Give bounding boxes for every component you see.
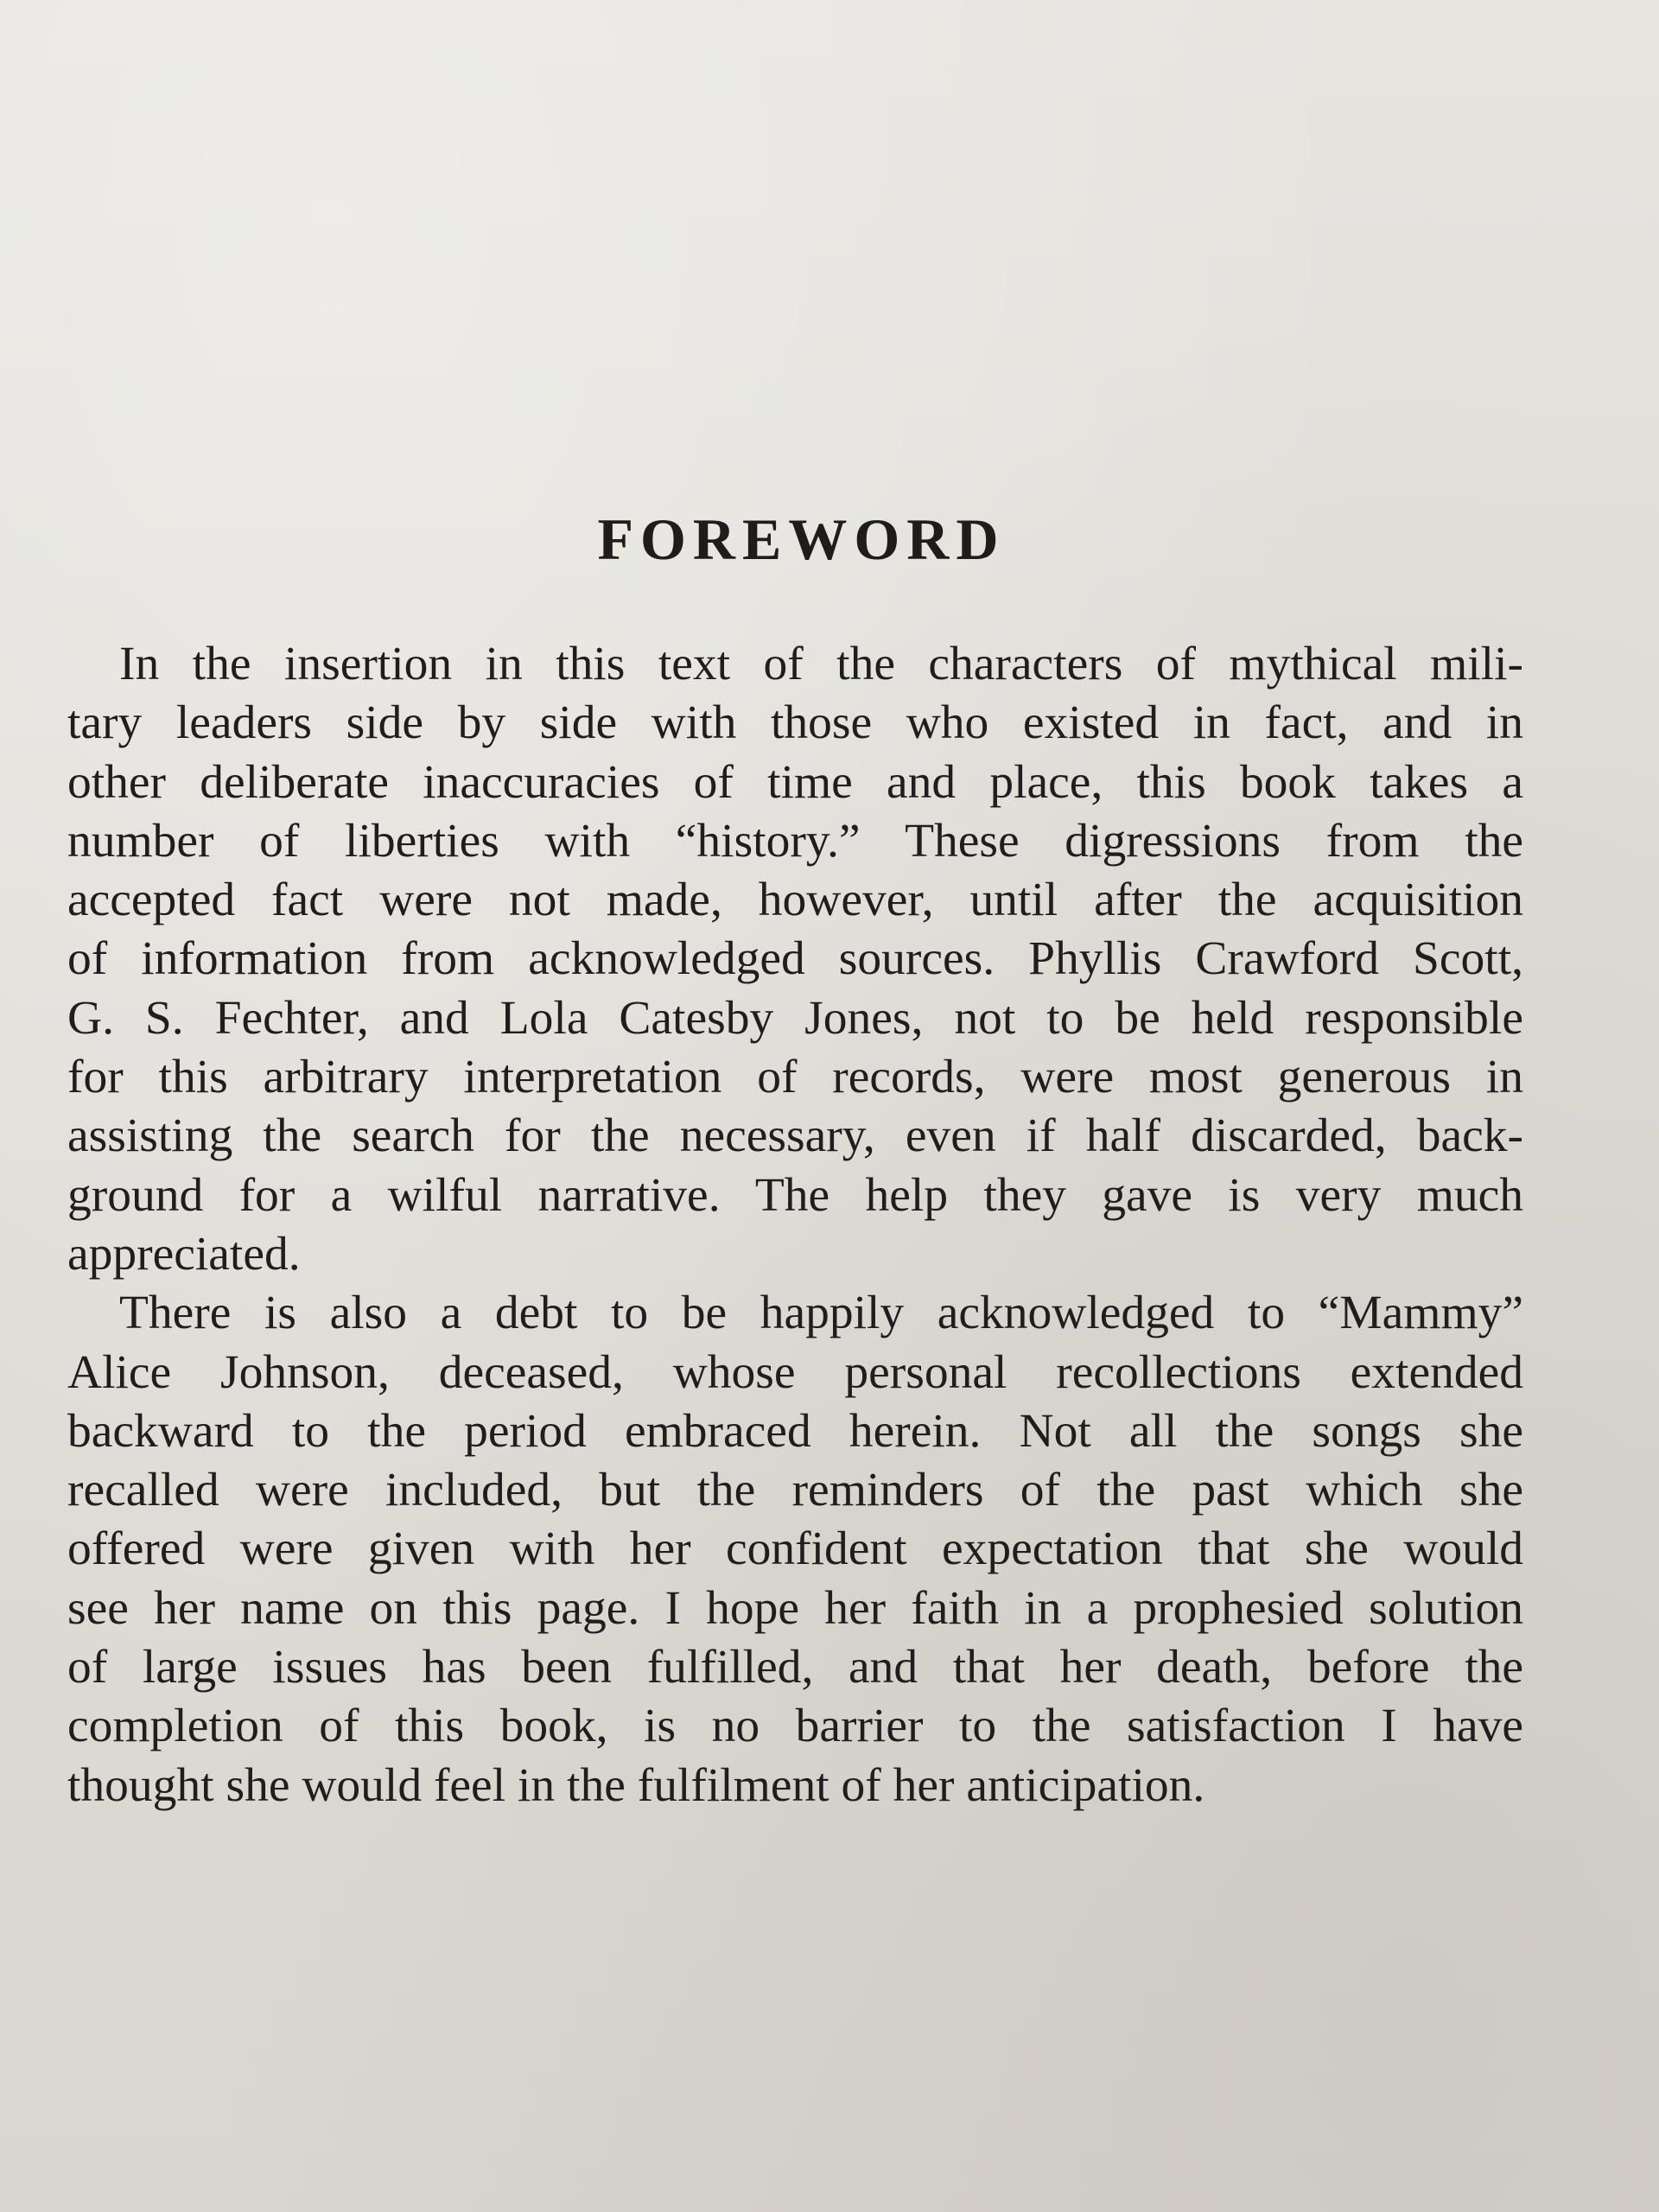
text-line: of information from acknowledged sources. Phyllis Crawford Scott,: [67, 932, 1523, 986]
text-line: Alice Johnson, deceased, whose personal recollections extended: [67, 1345, 1523, 1399]
page-title: FOREWORD: [597, 506, 1006, 572]
text-line: backward to the period embraced herein. Not all the songs she: [67, 1404, 1523, 1458]
text-line: offered were given with her confident expectation that she would: [67, 1522, 1523, 1576]
text-line: ground for a wilful narrative. The help they gave is very much: [67, 1168, 1523, 1222]
foreword-text: [67, 635, 1523, 1815]
text-line: see her name on this page. I hope her faith in a prophesied solution: [67, 1581, 1523, 1635]
text-line: thought she would feel in the fulfilment of her anticipation.: [67, 1758, 1205, 1812]
text-line: tary leaders side by side with those who existed in fact, and in: [67, 696, 1523, 750]
paragraph-2: [67, 1284, 1523, 1815]
paragraph-1: [67, 635, 1523, 1284]
text-line: completion of this book, is no barrier to the satisfaction I have: [67, 1700, 1523, 1753]
text-line: G. S. Fechter, and Lola Catesby Jones, not to be held responsible: [67, 991, 1523, 1045]
text-line: There is also a debt to be happily acknowledged to “Mammy”: [119, 1287, 1523, 1340]
text-line: recalled were included, but the reminders of the past which she: [67, 1464, 1523, 1517]
text-line: accepted fact were not made, however, until after the acquisition: [67, 874, 1523, 927]
text-line: number of liberties with “history.” These digressions from the: [67, 814, 1523, 868]
text-line: assisting the search for the necessary, even if half discarded, back-: [67, 1109, 1523, 1163]
text-line: In the insertion in this text of the characters of mythical mili-: [119, 638, 1523, 690]
text-line: other deliberate inaccuracies of time and place, this book takes a: [67, 755, 1523, 809]
text-line: appreciated.: [67, 1227, 301, 1281]
text-line: for this arbitrary interpretation of records, were most generous in: [67, 1051, 1523, 1104]
text-line: of large issues has been fulfilled, and that her death, before the: [67, 1641, 1523, 1694]
